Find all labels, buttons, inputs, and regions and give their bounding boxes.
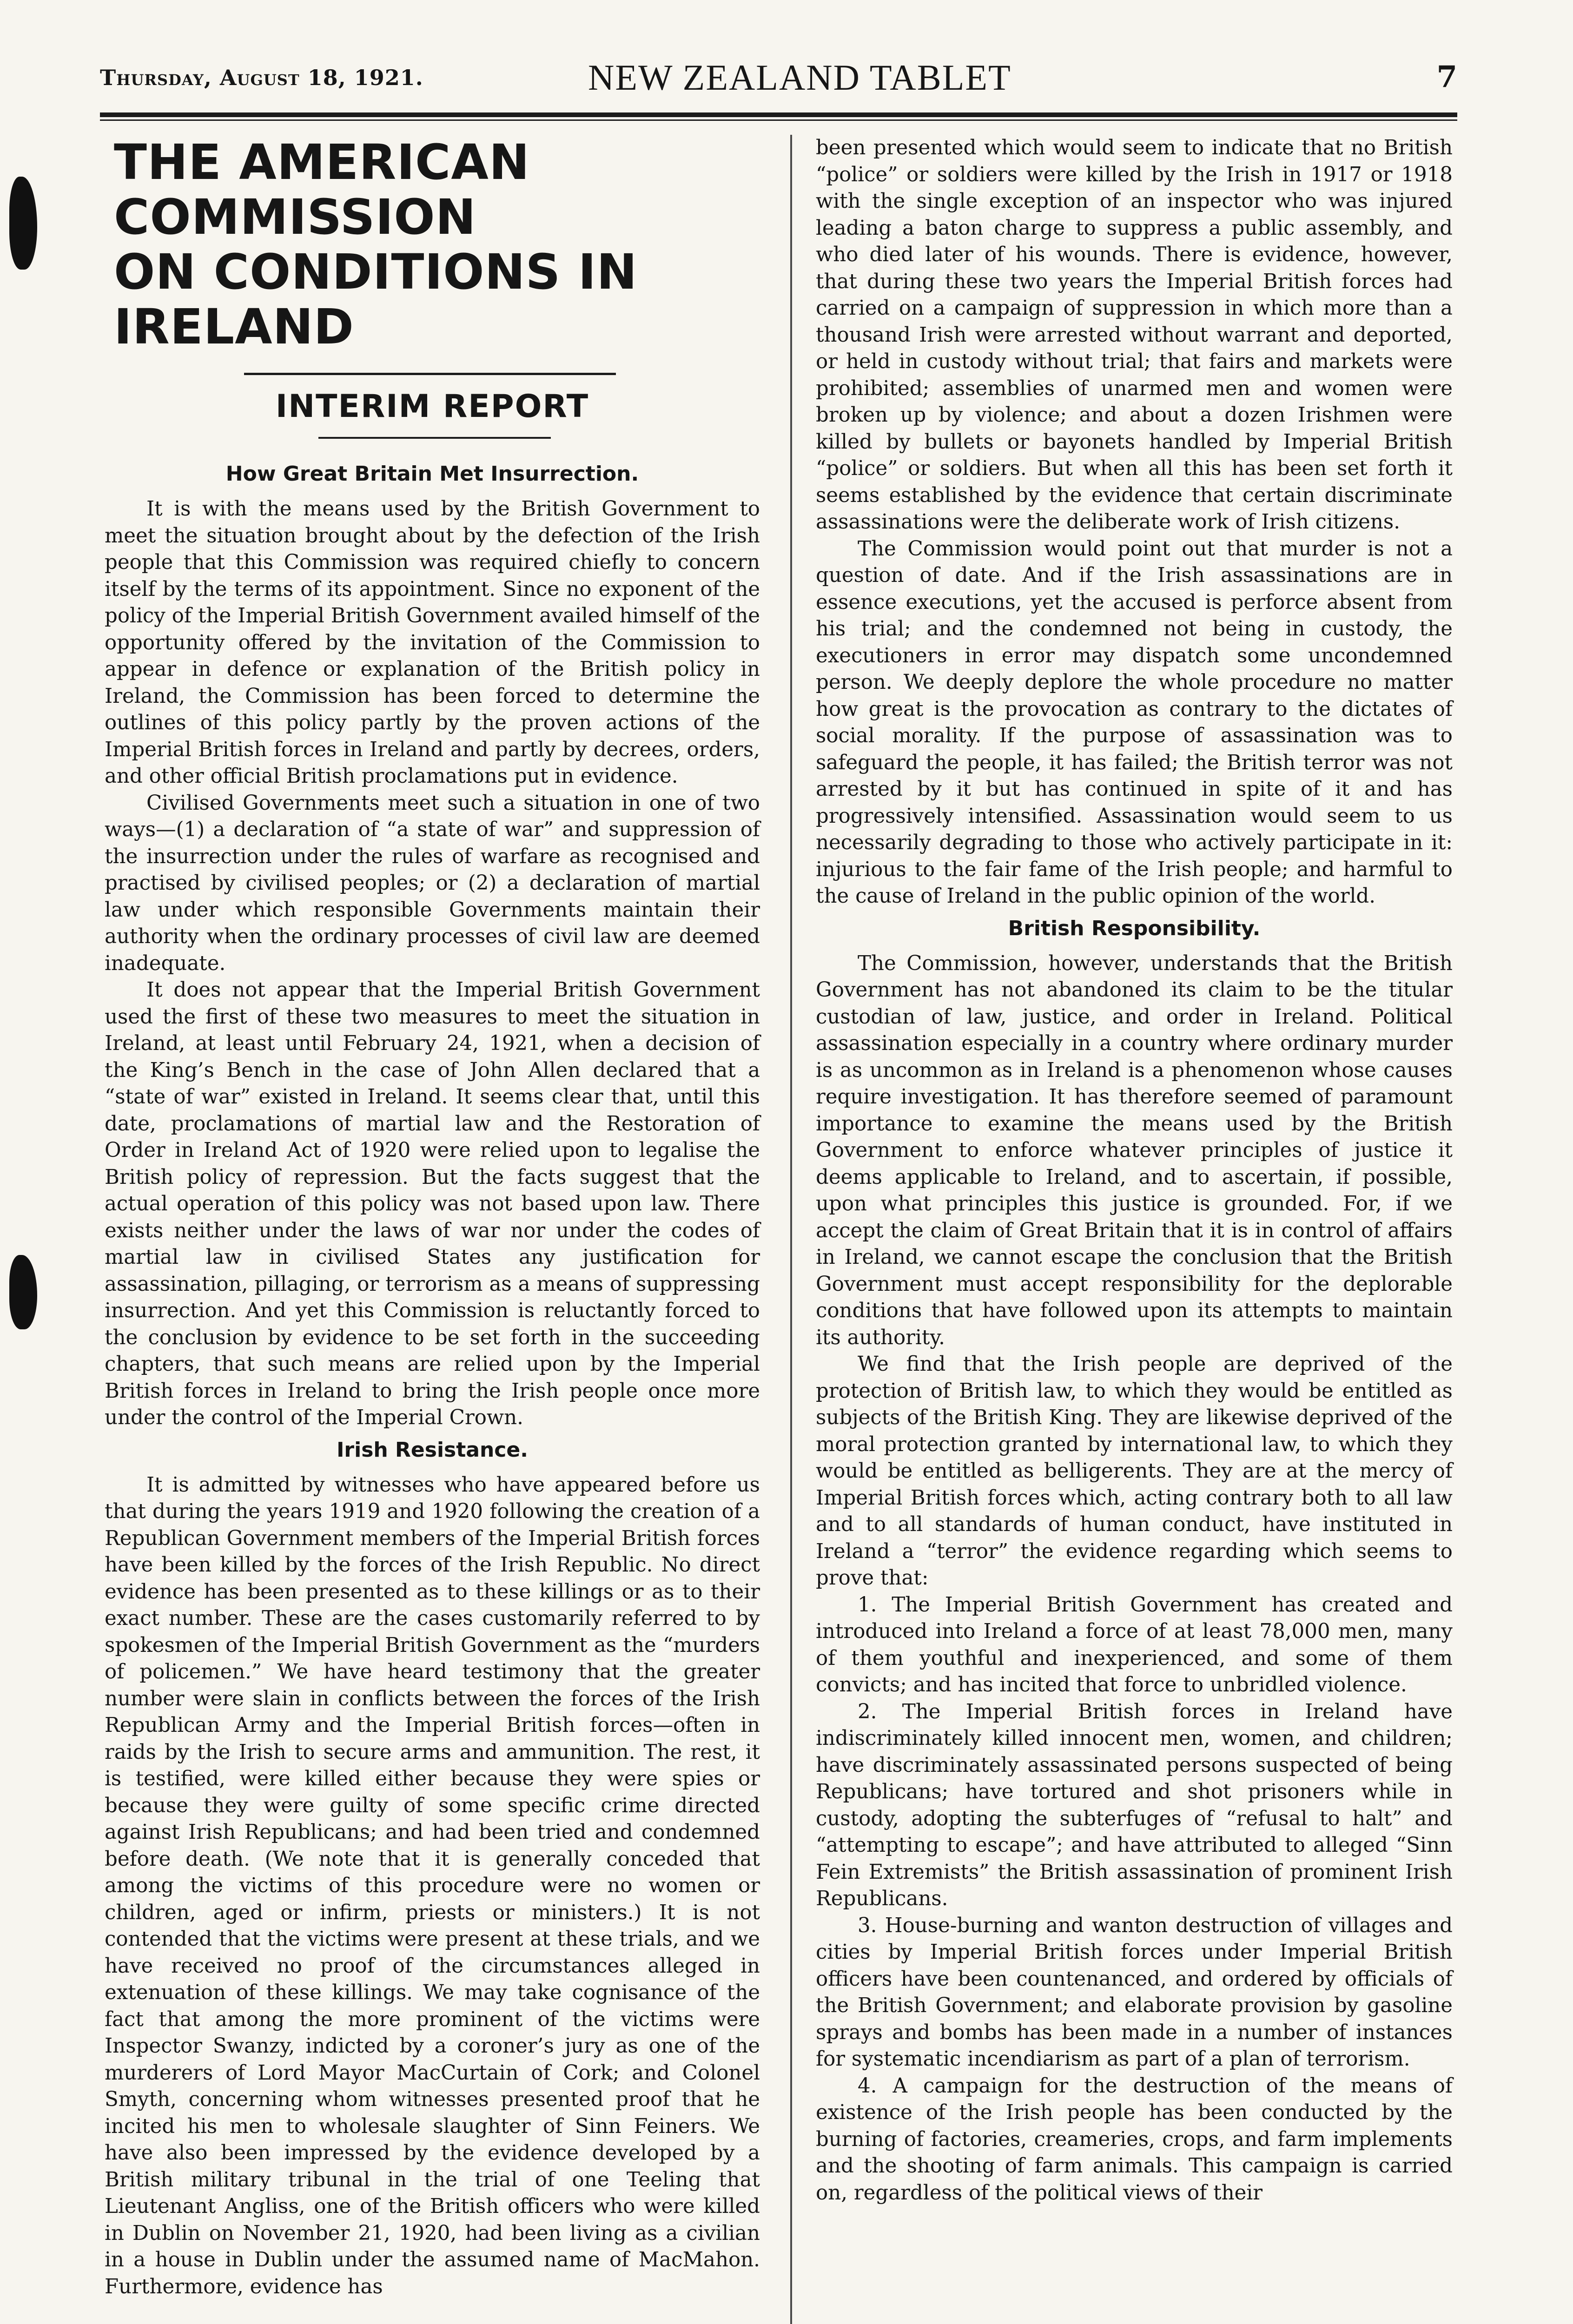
paragraph: We find that the Irish people are deprived of the protection of British law, to which they would be entitled as subjects of the British King. They are likewise deprived of the moral protection granted by international law, to which they would be entitled as belligerents. They are at the mercy of Imperial British forces which, acting contrary both to all law and to all standards of human conduct, have instituted in Ireland a “terror” the evidence regarding which seems to prove that: (816, 1353, 1453, 1590)
publication-title: NEW ZEALAND TABLET (588, 57, 1011, 98)
paragraph: The Commission, however, understands that the British Government has not abandoned its claim to be the titular custodian of law, justice, and order in Ireland. Political assassination especially in a country where ordinary murder is as uncommon as in Ireland is a phenomenon whose causes require investigation. It has therefore seemed of paramount importance to examine the means used by the British Government to enforce whatever principles of justice it deems applicable to Ireland, and to ascertain, if possible, upon what principles this justice is grounded. For, if we accept the claim of Great Britain that it is in control of affairs in Ireland, we cannot escape the conclusion that the British Government must accept responsibility for the deplorable conditions that have followed upon its attempts to maintain its authority. (816, 951, 1453, 1349)
page-header (100, 55, 1457, 106)
column-divider (790, 135, 792, 2324)
paragraph: It is admitted by witnesses who have appeared before us that during the years 1919 and 1920 following the creation of a Republican Government members of the Imperial British forces have been killed by the forces of the Irish Republic. No direct evidence has been presented as to these killings or as to their exact number. These are the cases customarily referred to by spokesmen of the Imperial British Government as the “murders of policemen.” We have heard testimony that the greater number were slain in conflicts between the forces of the Irish Republican Army and the Imperial British forces—often in raids by the Irish to secure arms and ammunition. The rest, it is testified, were killed either because they were spies or because they were guilty of some specific crime directed against Irish Republicans; and had been tried and condemned before death. (We note that it is generally conceded that among the victims of this procedure were no women or children, aged or infirm, priests or ministers.) It is not contended that the victims were present at these trials, and we have received no proof of the circumstances alleged in extenuation of these killings. We may take cognisance of the fact that among the more prominent of the victims were Inspector Swanzy, indicted by a coroner’s jury as one of the murderers of Lord Mayor MacCurtain of Cork; and Colonel Smyth, concerning whom witnesses presented proof that he incited his men to wholesale slaughter of Sinn Feiners. We have also been impressed by the evidence developed by a British military tribunal in the trial of one Teeling that Lieutenant Angliss, one of the British officers who were killed in Dublin on November 21, 1920, had been living as a civilian in a house in Dublin under the assumed name of MacMahon. Furthermore, evidence has (105, 1473, 760, 2298)
header-rule-thin (100, 119, 1457, 121)
paragraph: It does not appear that the Imperial British Government used the first of these two measures to meet the situation in Ireland, at least until February 24, 1921, when a decision of the King’s Bench in the case of John Allen declared that a “state of war” existed in Ireland. It seems clear that, until this date, proclamations of martial law and the Restoration of Order in Ireland Act of 1920 were relied upon to legalise the British policy of repression. But the facts suggest that the actual operation of this policy was not based upon law. There exists neither under the laws of war nor under the codes of martial law in civilised States any justification for assassination, pillaging, or terrorism as a means of suppressing insurrection. And yet this Commission is reluctantly forced to the conclusion by evidence to be set forth in the succeeding chapters, that such means are relied upon by the Imperial British forces in Ireland to bring the Irish people once more under the control of the Imperial Crown. (105, 978, 760, 1429)
article-title (114, 135, 760, 354)
finding-item: 3. House-burning and wanton destruction of villages and cities by Imperial British forces under Imperial British officers have been countenanced, and ordered by officials of the British Government; and elaborate provision by gasoline sprays and bombs has been made in a number of instances for systematic incendiarism as part of a plan of terrorism. (816, 1914, 1453, 2071)
finding-item: 4. A campaign for the destruction of the means of existence of the Irish people has been conducted by the burning of factories, creameries, crops, and farm implements and the shooting of farm animals. This campaign is carried on, regardless of the political views of their (816, 2074, 1453, 2205)
finding-item: 2. The Imperial British forces in Ireland have indiscriminately killed innocent men, women, and children; have discriminately assassinated persons suspected of being Republicans; have tortured and shot prisoners while in custody, adopting the subterfuges of “refusal to halt” and “attempting to escape”; and have attributed to alleged “Sinn Fein Extremists” the British assassination of prominent Irish Republicans. (816, 1700, 1453, 1910)
paragraph: The Commission would point out that murder is not a question of date. And if the Irish assassinations are in essence executions, yet the accused is perforce absent from his trial; and the condemned not being in custody, the executioners in error may dispatch some uncondemned person. We deeply deplore the whole procedure no matter how great is the provocation as contrary to the dictates of social morality. If the purpose of assassination was to safeguard the people, it has failed; the British terror was not arrested by it but has continued in spite of it and has progressively intensified. Assassination would seem to us necessarily degrading to those who actively participate in it: injurious to the fair fame of the Irish people; and harmful to the cause of Ireland in the public opinion of the world. (816, 537, 1453, 908)
section-heading: British Responsibility. (1008, 916, 1261, 940)
left-column (105, 135, 760, 2300)
scan-blot (9, 1255, 37, 1329)
section-heading: How Great Britain Met Insurrection. (225, 462, 639, 486)
paragraph: Civilised Governments meet such a situation in one of two ways—(1) a declaration of “a state of war” and suppression of the insurrection under the rules of warfare as recognised and practised by civilised peoples; or (2) a declaration of martial law under which responsible Governments maintain their authority when the ordinary processes of civil law are deemed inadequate. (105, 791, 760, 975)
scan-blot (9, 177, 37, 270)
finding-item: 1. The Imperial British Government has created and introduced into Ireland a force of at least 78,000 men, many of them youthful and inexperienced, and some of them convicts; and has incited that force to unbridled violence. (816, 1593, 1453, 1697)
page-number: 7 (1436, 59, 1457, 94)
title-line: ON CONDITIONS IN IRELAND (114, 244, 638, 355)
subtitle-rule (318, 437, 551, 439)
section-heading: Irish Resistance. (337, 1438, 528, 1462)
paragraph: been presented which would seem to indicate that no British “police” or soldiers were killed by the Irish in 1917 or 1918 with the single exception of an inspector who was injured leading a baton charge to suppress a public assembly, and who died later of his wounds. There is evidence, however, that during these two years the Imperial British forces had carried on a campaign of suppression in which more than a thousand Irish were arrested without warrant and deported, or held in custody without trial; that fairs and markets were prohibited; assemblies of unarmed men and women were broken up by violence; and about a dozen Irishmen were killed by bullets or bayonets handled by Imperial British “police” or soldiers. But when all this has been set forth it seems established by the evidence that certain discriminate assassinations were the deliberate work of Irish citizens. (816, 136, 1453, 534)
issue-date: Thursday, August 18, 1921. (100, 65, 423, 90)
title-line: THE AMERICAN COMMISSION (114, 134, 530, 245)
paragraph: It is with the means used by the British Government to meet the situation brought about by the defection of the Irish people that this Commission was required chiefly to concern itself by the terms of its appointment. Since no exponent of the policy of the Imperial British Government availed himself of the opportunity offered by the invitation of the Commission to appear in defence or explanation of the British policy in Ireland, the Commission has been forced to determine the outlines of this policy partly by the proven actions of the Imperial British forces in Ireland and partly by decrees, orders, and other official British proclamations put in evidence. (105, 497, 760, 788)
right-column (816, 135, 1453, 2206)
article-subtitle: INTERIM REPORT (275, 388, 589, 425)
header-rule (100, 112, 1457, 117)
title-rule (244, 373, 616, 375)
